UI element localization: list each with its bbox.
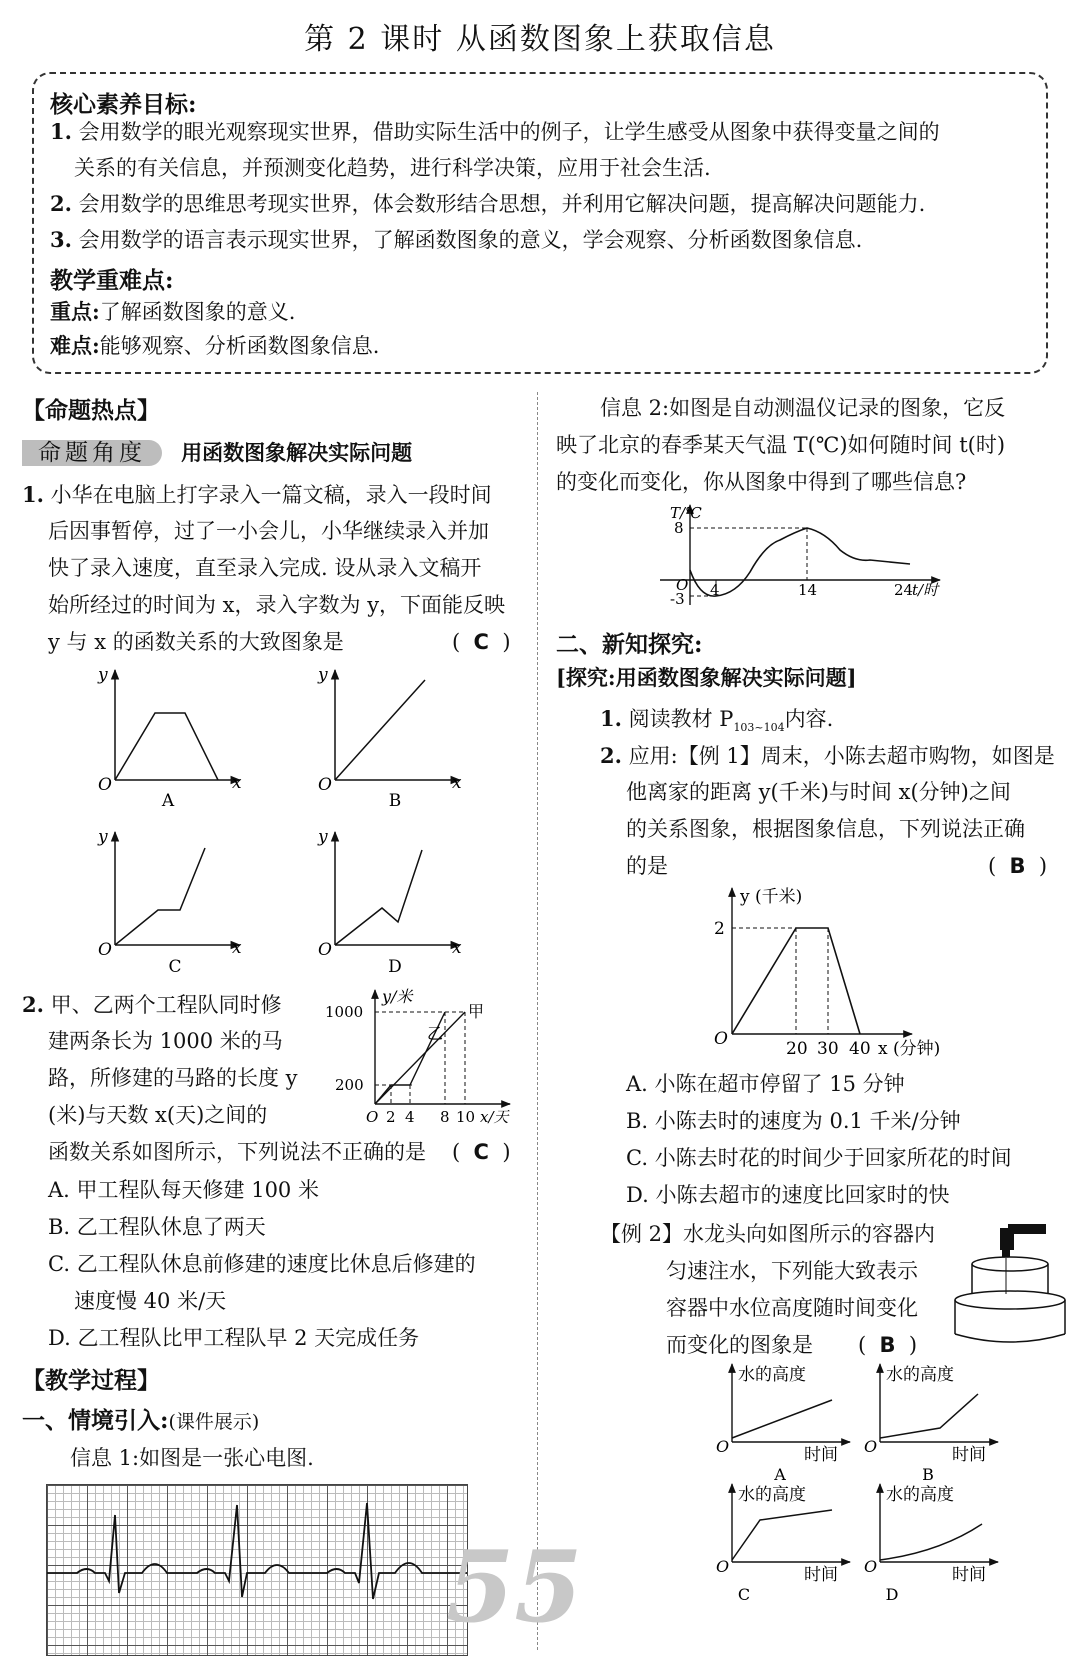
svg-text:时间: 时间	[952, 1445, 986, 1465]
svg-text:x: x	[452, 773, 462, 793]
ex1-answer: ( B )	[988, 854, 1048, 878]
goals-heading: 核心素养目标:	[50, 91, 197, 118]
q2-line-5: 函数关系如图所示，下列说法不正确的是	[48, 1140, 426, 1164]
goal-item-2: 2. 会用数学的思维思考现实世界，体会数形结合思想，并利用它解决问题，提高解决问题能力.	[50, 191, 926, 216]
svg-text:C: C	[168, 957, 182, 977]
q2-option-c: C. 乙工程队休息前修建的速度比休息后修建的	[48, 1252, 476, 1276]
ex2-line-2: 匀速注水，下列能大致表示	[666, 1259, 918, 1283]
ex2-graph-a	[716, 1364, 850, 1484]
q2-line-1: 2. 甲、乙两个工程队同时修	[22, 992, 282, 1017]
svg-text:t/时: t/时	[912, 581, 939, 599]
svg-text:24: 24	[894, 581, 914, 599]
ex2-graph-b	[864, 1364, 998, 1484]
angle-row	[22, 434, 412, 467]
svg-text:y: y	[318, 665, 328, 685]
ex2-graphs	[700, 1360, 1070, 1650]
q1-graph-d	[317, 827, 462, 977]
svg-text:O: O	[716, 1557, 730, 1576]
svg-text:D: D	[885, 1585, 899, 1604]
q2-option-b: B. 乙工程队休息了两天	[48, 1215, 266, 1239]
column-divider	[537, 392, 538, 1650]
svg-text:10: 10	[456, 1108, 476, 1126]
svg-text:C: C	[737, 1585, 751, 1604]
svg-text:1000: 1000	[325, 1003, 364, 1021]
svg-text:x: x	[452, 938, 462, 958]
svg-text:O: O	[716, 1437, 730, 1456]
svg-text:甲: 甲	[468, 1002, 485, 1021]
svg-text:y/米: y/米	[382, 987, 413, 1006]
svg-text:4: 4	[405, 1108, 415, 1126]
hot-heading: 【命题热点】	[22, 397, 160, 424]
ex1-graph	[700, 882, 1000, 1062]
svg-text:y: y	[98, 665, 108, 685]
q2-answer: ( C )	[452, 1140, 511, 1164]
ex1-option-a: A. 小陈在超市停留了 15 分钟	[626, 1072, 905, 1096]
ex1-line-1: 2. 应用:【例 1】周末，小陈去超市购物，如图是	[600, 743, 1055, 768]
svg-text:-3: -3	[670, 590, 685, 608]
ex2-graph-c	[716, 1484, 850, 1604]
q2-option-a: A. 甲工程队每天修建 100 米	[48, 1178, 319, 1202]
step-1: 1. 阅读教材 $P_{103\sim 104}$内容.	[600, 706, 834, 735]
difficult-point: 难点:能够观察、分析函数图象信息.	[50, 333, 380, 358]
svg-text:D: D	[388, 957, 402, 977]
q1-graphs	[0, 660, 536, 980]
q1-graph-c	[97, 827, 242, 977]
svg-text:20: 20	[786, 1039, 808, 1059]
q1-line-4: 始所经过的时间为 x，录入字数为 y，下面能反映	[48, 593, 506, 617]
ex1-option-c: C. 小陈去时花的时间少于回家所花的时间	[626, 1146, 1012, 1170]
ecg-chart	[46, 1484, 468, 1656]
new-heading: 二、新知探究:	[556, 631, 703, 658]
svg-text:T/℃: T/℃	[670, 504, 702, 522]
svg-text:A: A	[774, 1465, 786, 1484]
svg-text:O: O	[864, 1437, 878, 1456]
svg-text:x (分钟): x (分钟)	[878, 1039, 941, 1059]
q2-graph	[325, 984, 530, 1126]
svg-text:O: O	[98, 940, 112, 960]
page-number: 55	[446, 1530, 583, 1645]
svg-text:x/天: x/天	[480, 1108, 509, 1126]
q1-line-3: 快了录入速度，直至录入完成. 设从录入文稿开	[48, 556, 482, 580]
q1-graph-b	[317, 665, 462, 811]
faucet-container-icon	[950, 1216, 1070, 1346]
svg-text:O: O	[366, 1108, 379, 1126]
key-point: 重点:了解函数图象的意义.	[50, 299, 296, 324]
svg-text:y: y	[318, 827, 328, 847]
difficulty-heading: 教学重难点:	[50, 267, 174, 294]
q2-option-c-cont: 速度慢 40 米/天	[74, 1289, 227, 1313]
explore-heading: [探究:用函数图象解决实际问题]	[556, 665, 857, 690]
svg-text:水的高度: 水的高度	[738, 1485, 806, 1505]
svg-text:x: x	[232, 938, 242, 958]
svg-text:4: 4	[710, 581, 720, 599]
q2-option-d: D. 乙工程队比甲工程队早 2 天完成任务	[48, 1326, 420, 1350]
page-title: 第 2 课时 从函数图象上获取信息	[304, 22, 776, 57]
svg-text:水的高度: 水的高度	[886, 1365, 954, 1385]
intro-row: 一、情境引入:(课件展示)	[22, 1407, 260, 1434]
ecg-trace	[47, 1485, 467, 1655]
svg-text:时间: 时间	[952, 1565, 986, 1585]
svg-text:O: O	[98, 775, 112, 795]
svg-text:乙: 乙	[427, 1024, 444, 1043]
svg-text:x: x	[232, 773, 242, 793]
svg-text:B: B	[388, 791, 402, 811]
process-heading: 【教学过程】	[22, 1367, 160, 1394]
svg-text:B: B	[922, 1465, 934, 1484]
goal-item-1: 1. 会用数学的眼光观察现实世界，借助实际生活中的例子，让学生感受从图象中获得变量之间的	[50, 119, 940, 144]
svg-text:O: O	[676, 576, 689, 594]
goal-item-1-cont: 关系的有关信息，并预测变化趋势，进行科学决策，应用于社会生活.	[74, 156, 711, 180]
svg-text:2: 2	[714, 919, 725, 939]
angle-badge: 命题角度	[22, 440, 162, 466]
ex1-line-2: 他离家的距离 y(千米)与时间 x(分钟)之间	[626, 780, 1011, 804]
svg-text:y (千米): y (千米)	[740, 887, 803, 907]
temp-graph	[640, 500, 960, 610]
info-2-line-1: 信息 2:如图是自动测温仪记录的图象，它反	[600, 396, 1006, 420]
ex2-answer: ( B )	[858, 1333, 918, 1357]
q1-graph-a	[97, 665, 242, 811]
svg-text:40: 40	[849, 1039, 871, 1059]
svg-text:8: 8	[440, 1108, 450, 1126]
svg-text:O: O	[318, 940, 332, 960]
ex1-line-3: 的关系图象，根据图象信息，下列说法正确	[626, 817, 1025, 841]
ex2-line-1: 【例 2】水龙头向如图所示的容器内	[600, 1222, 936, 1246]
ex2-graph-d	[864, 1484, 998, 1604]
q1-line-5: y 与 x 的函数关系的大致图象是	[48, 630, 344, 654]
q1-line-2: 后因事暂停，过了一小会儿，小华继续录入并加	[48, 519, 489, 543]
ex1-option-b: B. 小陈去时的速度为 0.1 千米/分钟	[626, 1109, 961, 1133]
ex1-line-4: 的是	[626, 854, 668, 878]
svg-text:水的高度: 水的高度	[738, 1365, 806, 1385]
svg-text:水的高度: 水的高度	[886, 1485, 954, 1505]
info-2-line-2: 映了北京的春季某天气温 T(℃)如何随时间 t(时)	[556, 433, 1006, 457]
q2-line-3: 路，所修建的马路的长度 y	[48, 1066, 298, 1090]
q2-line-4: (米)与天数 x(天)之间的	[48, 1103, 268, 1127]
svg-text:8: 8	[674, 519, 684, 537]
svg-text:时间: 时间	[804, 1565, 838, 1585]
ex1-option-d: D. 小陈去超市的速度比回家时的快	[626, 1183, 950, 1207]
info-2-line-3: 的变化而变化，你从图象中得到了哪些信息?	[556, 470, 967, 494]
svg-text:A: A	[161, 791, 175, 811]
info-1: 信息 1:如图是一张心电图.	[70, 1446, 314, 1470]
svg-text:200: 200	[335, 1076, 364, 1094]
svg-text:O: O	[714, 1029, 728, 1049]
goal-item-3: 3. 会用数学的语言表示现实世界，了解函数图象的意义，学会观察、分析函数图象信息.	[50, 227, 863, 252]
svg-text:14: 14	[798, 581, 818, 599]
svg-text:O: O	[318, 775, 332, 795]
ex2-line-4: 而变化的图象是	[666, 1333, 813, 1357]
q1-answer: ( C )	[452, 630, 511, 654]
svg-text:y: y	[98, 827, 108, 847]
q2-line-2: 建两条长为 1000 米的马	[48, 1029, 283, 1053]
svg-text:时间: 时间	[804, 1445, 838, 1465]
svg-text:2: 2	[386, 1108, 396, 1126]
angle-text: 用函数图象解决实际问题	[181, 440, 413, 465]
ex2-line-3: 容器中水位高度随时间变化	[666, 1296, 918, 1320]
svg-text:30: 30	[817, 1039, 839, 1059]
q1-line-1: 1. 小华在电脑上打字录入一篇文稿，录入一段时间	[22, 482, 492, 507]
svg-text:O: O	[864, 1557, 878, 1576]
